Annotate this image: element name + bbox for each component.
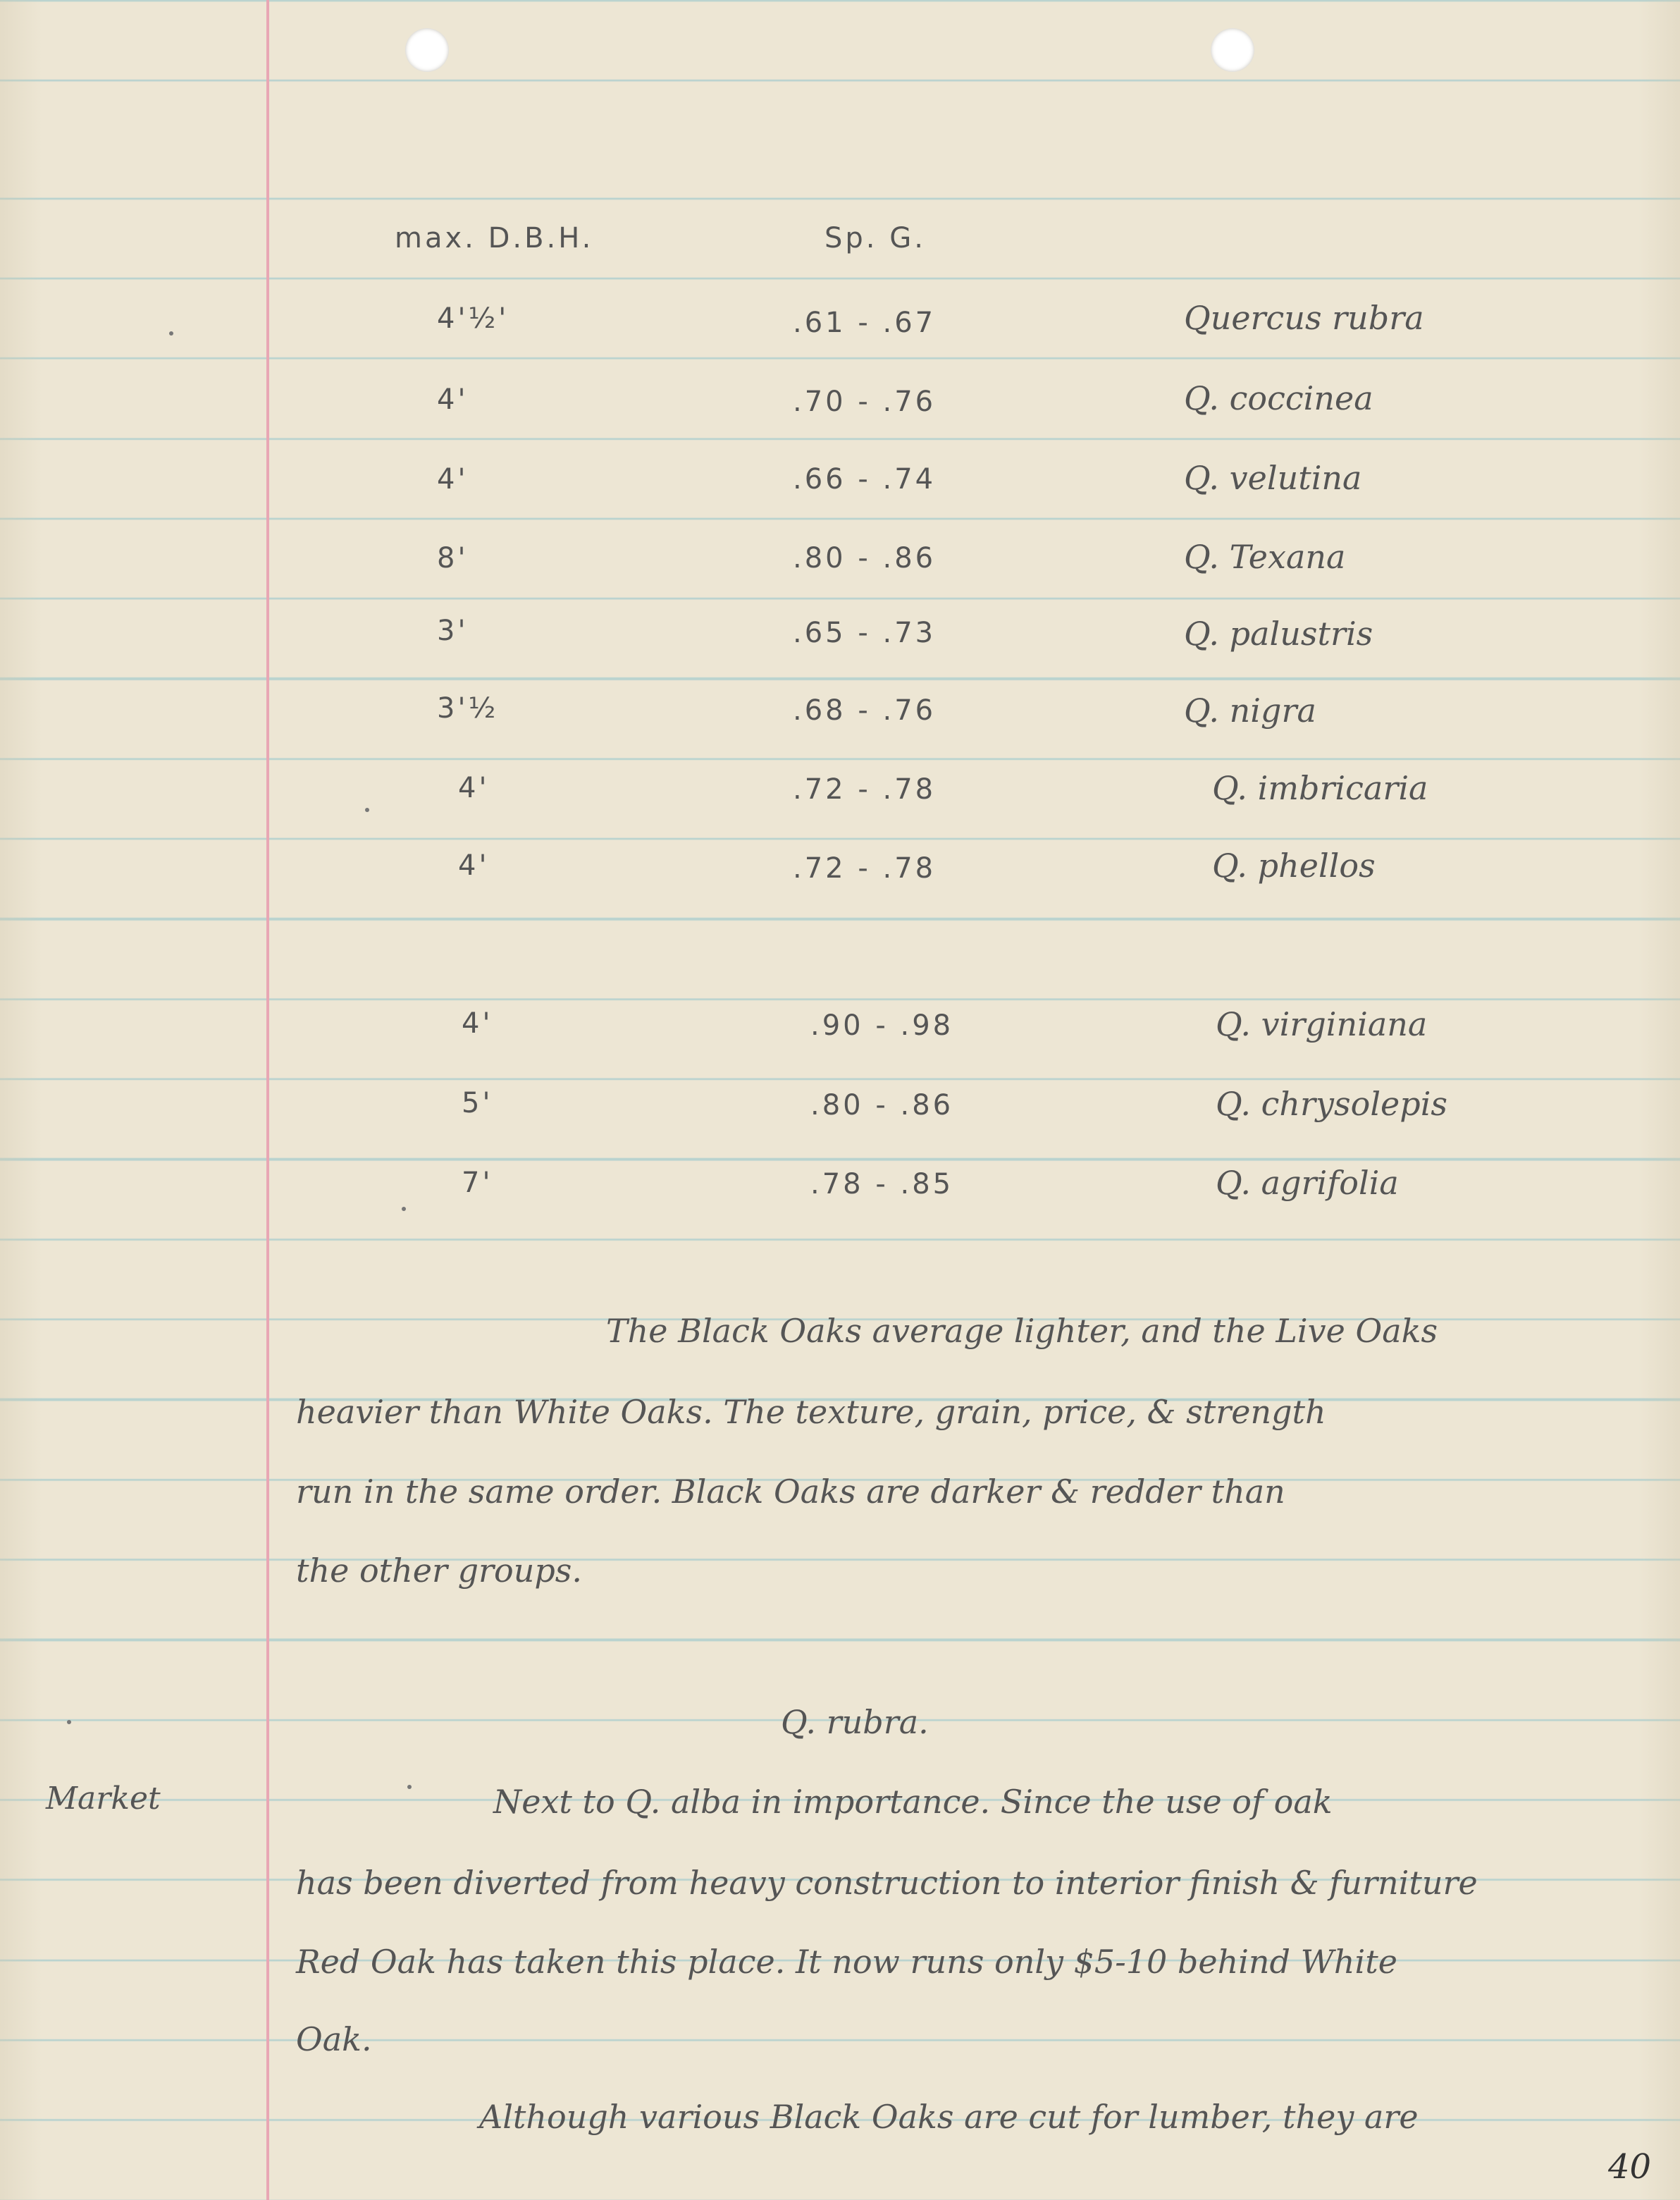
- spg-cell: .72 - .78: [793, 773, 937, 806]
- dbh-cell: 5': [462, 1087, 493, 1119]
- punch-hole: [1211, 28, 1254, 72]
- ink-dot: [169, 331, 173, 336]
- paragraph-line: Although various Black Oaks are cut for lumber, they are: [479, 2098, 1419, 2136]
- spg-cell: .72 - .78: [793, 852, 937, 885]
- header-dbh: max. D.B.H.: [395, 222, 594, 254]
- dbh-cell: 4': [462, 1007, 493, 1040]
- spg-cell: .65 - .73: [793, 617, 937, 649]
- species-cell: Q. phellos: [1212, 847, 1376, 885]
- paragraph-line: run in the same order. Black Oaks are darker & redder than: [296, 1473, 1285, 1511]
- species-cell: Q. nigra: [1184, 692, 1316, 730]
- ink-dot: [365, 808, 369, 812]
- species-cell: Q. imbricaria: [1212, 769, 1428, 807]
- species-cell: Q. Texana: [1184, 538, 1346, 576]
- punch-hole: [405, 28, 449, 72]
- paragraph-line: Oak.: [296, 2020, 372, 2058]
- dbh-cell: 4': [437, 383, 469, 416]
- ink-dot: [407, 1785, 412, 1789]
- spg-cell: .90 - .98: [810, 1009, 954, 1042]
- species-cell: Q. coccinea: [1184, 379, 1373, 417]
- dbh-cell: 4'½': [437, 302, 509, 335]
- paragraph-line: has been diverted from heavy construction to interior finish & furniture: [296, 1864, 1478, 1902]
- spg-cell: .66 - .74: [793, 463, 937, 496]
- spg-cell: .78 - .85: [810, 1168, 954, 1200]
- margin-rule: [266, 0, 269, 2200]
- dbh-cell: 3'½: [437, 692, 499, 725]
- species-cell: Q. agrifolia: [1216, 1164, 1399, 1202]
- paragraph-line: the other groups.: [296, 1551, 583, 1590]
- dbh-cell: 4': [458, 849, 490, 882]
- species-cell: Q. chrysolepis: [1216, 1085, 1448, 1123]
- section-title: Q. rubra.: [781, 1703, 929, 1741]
- dbh-cell: 8': [437, 542, 469, 574]
- spg-cell: .68 - .76: [793, 694, 937, 727]
- paragraph-line: Red Oak has taken this place. It now runs only $5-10 behind White: [296, 1943, 1397, 1981]
- header-spg: Sp. G.: [824, 222, 926, 254]
- dbh-cell: 7': [462, 1167, 493, 1199]
- dbh-cell: 4': [437, 463, 469, 496]
- paragraph-line: The Black Oaks average lighter, and the Live Oaks: [606, 1312, 1438, 1350]
- spg-cell: .70 - .76: [793, 386, 937, 418]
- species-cell: Q. palustris: [1184, 615, 1373, 653]
- spg-cell: .80 - .86: [810, 1089, 954, 1121]
- species-cell: Q. velutina: [1184, 459, 1362, 497]
- ink-dot: [67, 1720, 71, 1724]
- spg-cell: .61 - .67: [793, 307, 937, 339]
- paragraph-line: Next to Q. alba in importance. Since the use of oak: [493, 1783, 1333, 1821]
- species-cell: Quercus rubra: [1184, 299, 1424, 337]
- page-number: 40: [1608, 2147, 1652, 2187]
- dbh-cell: 4': [458, 772, 490, 804]
- margin-note: Market: [46, 1781, 161, 1817]
- dbh-cell: 3': [437, 615, 469, 647]
- spg-cell: .80 - .86: [793, 542, 937, 574]
- species-cell: Q. virginiana: [1216, 1005, 1428, 1043]
- ink-dot: [402, 1207, 406, 1211]
- paragraph-line: heavier than White Oaks. The texture, grain, price, & strength: [296, 1393, 1326, 1431]
